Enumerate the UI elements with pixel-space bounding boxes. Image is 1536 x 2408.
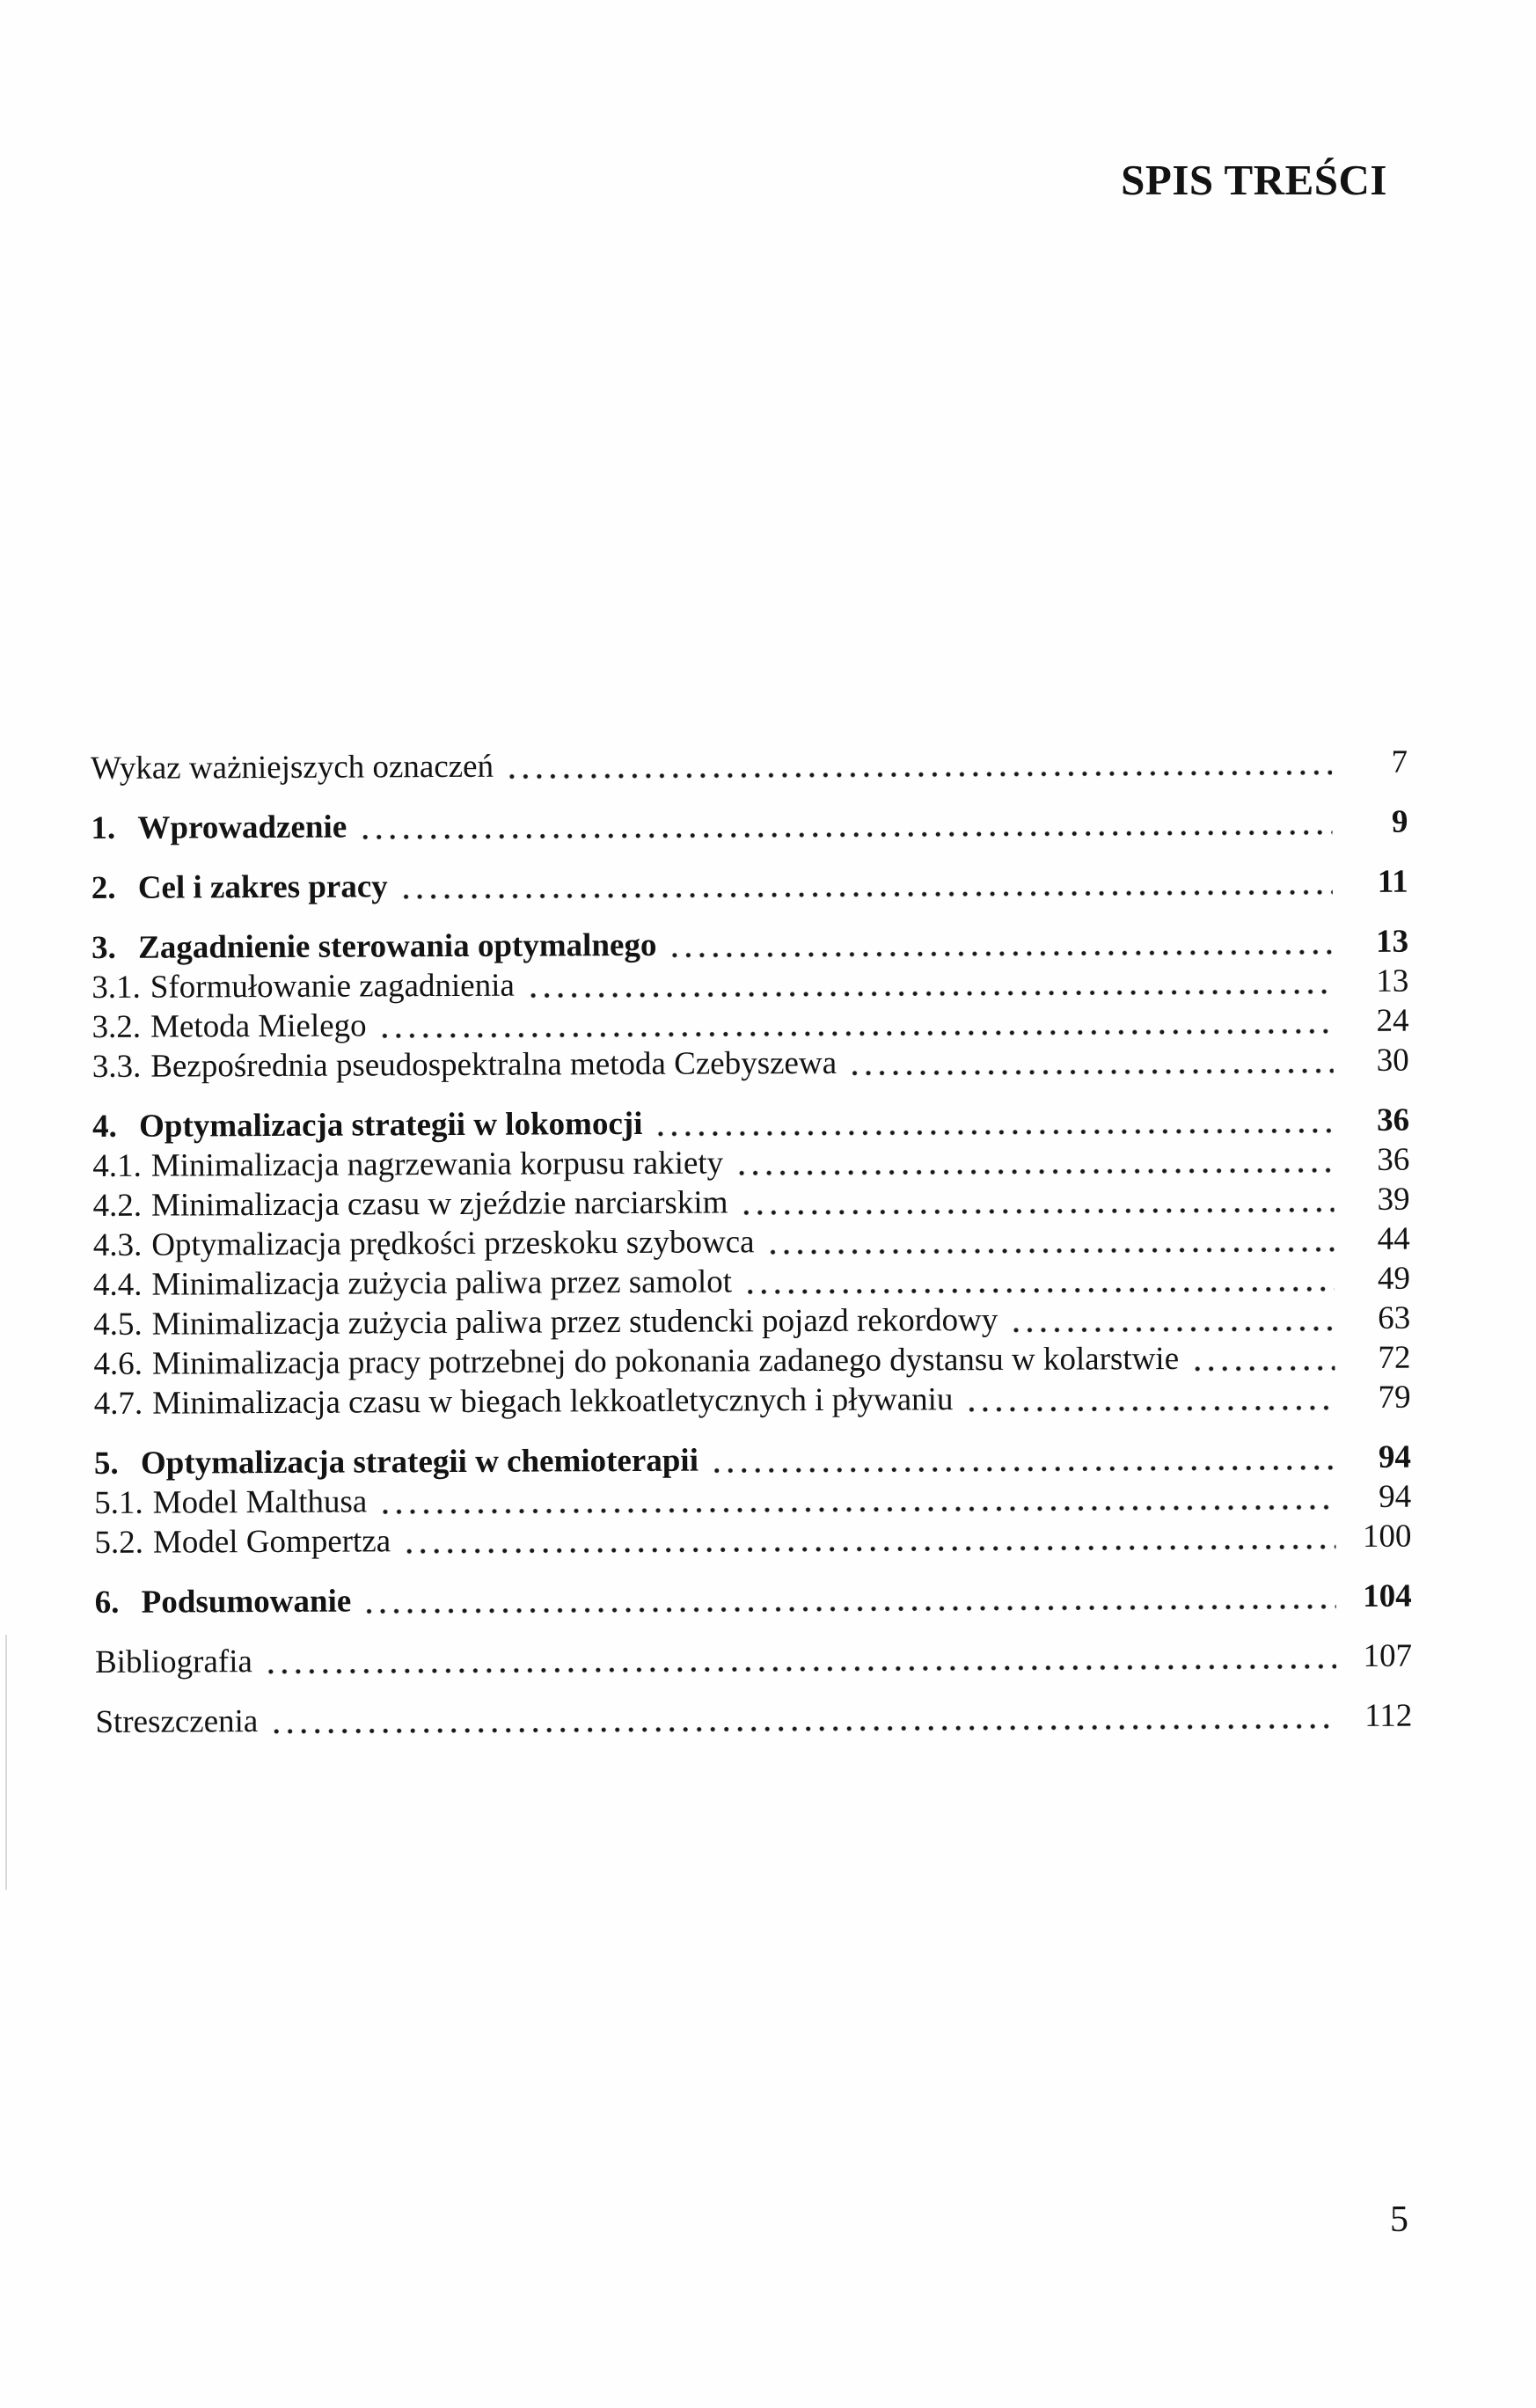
toc-entry-number: 3. bbox=[91, 929, 116, 966]
dot-leader bbox=[269, 1722, 1336, 1736]
toc-entry-number: 4.7. bbox=[93, 1385, 143, 1422]
dot-leader bbox=[378, 1027, 1334, 1040]
toc-entry-page: 112 bbox=[1364, 1697, 1413, 1734]
toc-entry-page: 104 bbox=[1363, 1577, 1412, 1614]
toc-entry-page: 13 bbox=[1376, 962, 1409, 999]
toc-entry bbox=[94, 1477, 1411, 1523]
toc-entry bbox=[94, 1438, 1411, 1483]
dot-leader bbox=[654, 1126, 1334, 1138]
toc-entry-label: Wprowadzenie bbox=[137, 809, 347, 846]
scan-artifact bbox=[5, 1635, 7, 1890]
toc-entry-page: 36 bbox=[1377, 1141, 1410, 1178]
toc-entry-label: Optymalizacja strategii w lokomocji bbox=[138, 1105, 643, 1145]
toc-entry-page: 13 bbox=[1375, 923, 1409, 960]
dot-leader bbox=[1009, 1324, 1335, 1335]
toc-entry-number: 5. bbox=[93, 1445, 119, 1482]
toc-entry-page: 9 bbox=[1391, 803, 1408, 840]
dot-leader bbox=[766, 1245, 1335, 1256]
toc-entry-label: Optymalizacja prędkości przeskoku szybowca bbox=[151, 1224, 755, 1263]
dot-leader bbox=[399, 888, 1333, 901]
toc-entry-label: Minimalizacja czasu w biegach lekkoatletycznych i pływaniu bbox=[152, 1381, 954, 1422]
dot-leader bbox=[848, 1066, 1334, 1078]
toc-entry bbox=[93, 1259, 1410, 1305]
toc-entry-number: 3.3. bbox=[91, 1048, 142, 1085]
toc-entry bbox=[92, 1140, 1409, 1186]
dot-leader bbox=[526, 987, 1333, 999]
toc-entry bbox=[92, 1101, 1409, 1146]
toc-entry-page: 44 bbox=[1377, 1220, 1410, 1257]
dot-leader bbox=[743, 1285, 1335, 1296]
toc-entry-label: Minimalizacja czasu w zjeździe narciarskim bbox=[150, 1184, 728, 1224]
toc-entry-number: 4.1. bbox=[92, 1147, 142, 1184]
toc-entry bbox=[91, 802, 1408, 848]
toc-entry-label: Model Malthusa bbox=[152, 1483, 368, 1521]
toc-entry bbox=[92, 1180, 1409, 1226]
dot-leader bbox=[358, 828, 1332, 841]
dot-leader bbox=[668, 948, 1333, 960]
toc-entry-label: Cel i zakres pracy bbox=[137, 868, 388, 906]
toc-entry-label: Metoda Mielego bbox=[150, 1007, 367, 1045]
toc-entry-label: Minimalizacja zużycia paliwa przez samolot bbox=[151, 1263, 733, 1303]
toc-entry-number: 1. bbox=[91, 809, 116, 846]
toc-entry-page: 107 bbox=[1363, 1637, 1413, 1674]
toc-entry-number: 6. bbox=[94, 1584, 120, 1621]
toc-entry-number: 5.2. bbox=[94, 1524, 144, 1561]
toc-entry-number: 4.4. bbox=[92, 1266, 143, 1303]
toc-entry bbox=[91, 962, 1408, 1007]
toc-entry bbox=[95, 1577, 1412, 1622]
dot-leader bbox=[1190, 1364, 1335, 1373]
toc-entry-number: 4.2. bbox=[92, 1187, 143, 1224]
toc-entry-number: 4.6. bbox=[93, 1345, 143, 1382]
dot-leader bbox=[710, 1463, 1335, 1475]
toc-entry-number: 3.2. bbox=[91, 1008, 142, 1045]
toc-entry bbox=[93, 1338, 1410, 1384]
toc-entry-label: Bezpośrednia pseudospektralna metoda Czebyszewa bbox=[150, 1044, 837, 1085]
toc-entry bbox=[92, 1041, 1409, 1087]
toc-entry bbox=[91, 922, 1408, 968]
dot-leader bbox=[402, 1542, 1335, 1555]
toc-entry-number: 5.1. bbox=[94, 1484, 143, 1521]
toc-entry-page: 63 bbox=[1378, 1299, 1411, 1336]
toc-entry-page: 24 bbox=[1376, 1002, 1409, 1039]
toc-entry-number: 2. bbox=[91, 869, 116, 906]
dot-leader bbox=[739, 1205, 1334, 1217]
toc-entry-page: 94 bbox=[1378, 1438, 1412, 1475]
toc bbox=[91, 743, 1412, 1742]
toc-entry-number: 4. bbox=[91, 1108, 117, 1145]
toc-entry bbox=[91, 862, 1408, 908]
toc-entry-label: Streszczenia bbox=[95, 1703, 259, 1740]
toc-entry-label: Bibliografia bbox=[94, 1643, 252, 1680]
dot-leader bbox=[362, 1602, 1336, 1615]
toc-entry-page: 36 bbox=[1376, 1102, 1410, 1138]
toc-entry-page: 79 bbox=[1378, 1379, 1411, 1416]
toc-entry-label: Optymalizacja strategii w chemioterapii bbox=[140, 1442, 699, 1482]
toc-entry-label: Minimalizacja zużycia paliwa przez studencki pojazd rekordowy bbox=[151, 1301, 998, 1343]
dot-leader bbox=[505, 768, 1332, 781]
toc-entry bbox=[93, 1219, 1410, 1265]
toc-entry-page: 94 bbox=[1379, 1478, 1412, 1515]
toc-entry-label: Sformułowanie zagadnienia bbox=[150, 967, 515, 1006]
toc-entry bbox=[91, 1001, 1408, 1047]
toc-entry-label: Minimalizacja nagrzewania korpusu rakiety bbox=[150, 1145, 724, 1184]
toc-entry-label: Podsumowanie bbox=[141, 1583, 352, 1621]
toc-entry bbox=[91, 743, 1408, 788]
toc-entry bbox=[93, 1299, 1410, 1344]
page-title: SPIS TREŚCI bbox=[1121, 156, 1387, 204]
page-number: 5 bbox=[1390, 2199, 1408, 2240]
toc-entry-label: Zagadnienie sterowania optymalnego bbox=[138, 926, 657, 966]
toc-entry-number: 4.5. bbox=[93, 1306, 143, 1343]
toc-entry-number: 3.1. bbox=[91, 969, 141, 1006]
toc-entry-label: Minimalizacja pracy potrzebnej do pokonania zadanego dystansu w kolarstwie bbox=[151, 1340, 1180, 1382]
toc-entry-page: 39 bbox=[1377, 1181, 1410, 1218]
dot-leader bbox=[964, 1403, 1335, 1414]
toc-entry bbox=[95, 1696, 1412, 1742]
dot-leader bbox=[735, 1166, 1334, 1177]
toc-entry bbox=[95, 1636, 1412, 1682]
toc-entry-page: 49 bbox=[1377, 1260, 1411, 1297]
dot-leader bbox=[378, 1503, 1335, 1516]
toc-entry bbox=[94, 1517, 1411, 1563]
dot-leader bbox=[264, 1662, 1336, 1676]
toc-entry bbox=[94, 1378, 1411, 1424]
toc-entry-page: 30 bbox=[1376, 1042, 1409, 1079]
toc-entry-label: Model Gompertza bbox=[152, 1523, 391, 1561]
toc-entry-number: 4.3. bbox=[92, 1226, 143, 1263]
toc-entry-label: Wykaz ważniejszych oznaczeń bbox=[91, 748, 494, 787]
toc-entry-page: 100 bbox=[1362, 1518, 1412, 1555]
toc-entry-page: 11 bbox=[1377, 863, 1408, 900]
toc-entry-page: 72 bbox=[1378, 1339, 1411, 1376]
toc-entry-page: 7 bbox=[1391, 743, 1408, 780]
